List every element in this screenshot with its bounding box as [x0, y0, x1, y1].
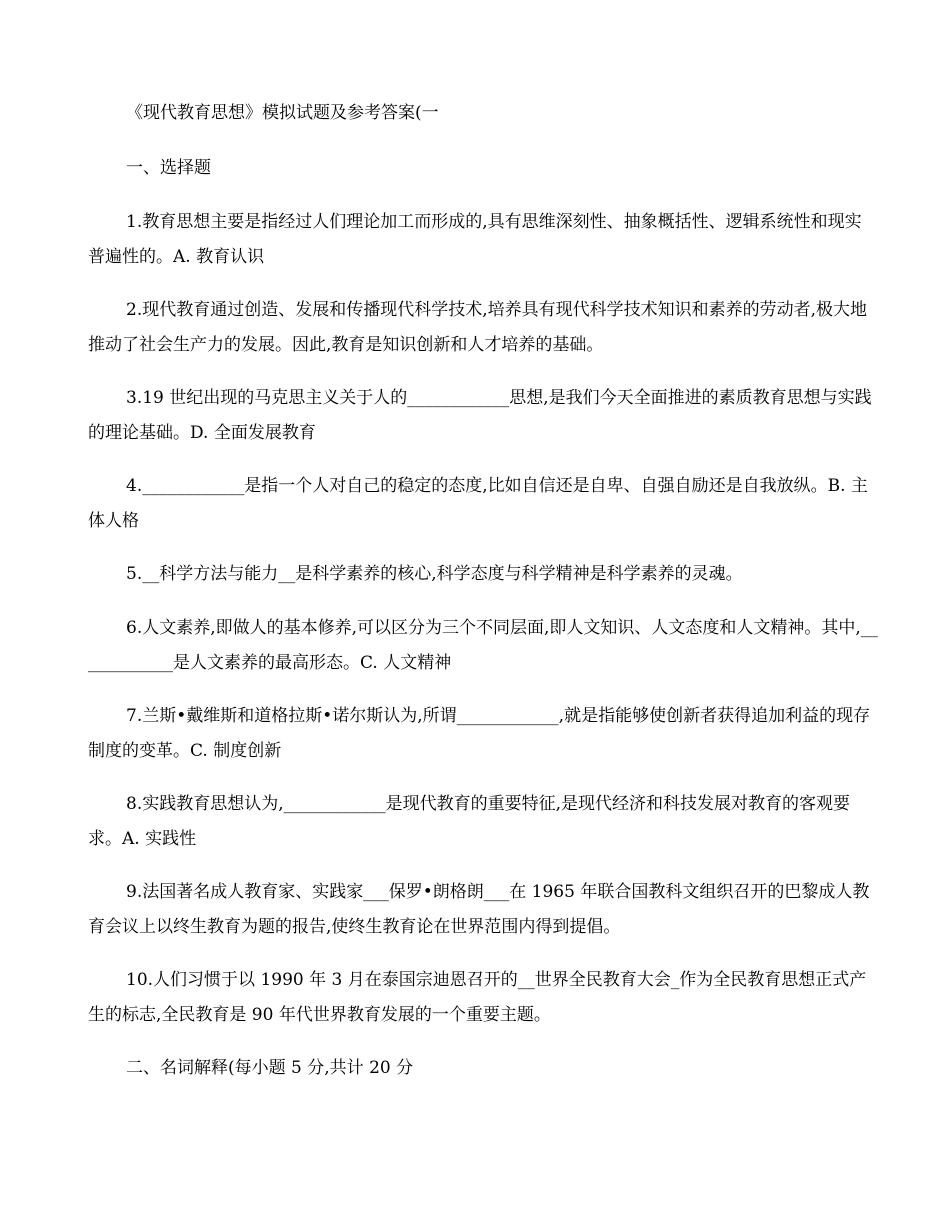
question-9: 9.法国著名成人教育家、实践家___保罗•朗格朗___在 1965 年联合国教科文组织召开的巴黎成人教育会议上以终生教育为题的报告,使终生教育论在世界范围内得到提倡。: [88, 882, 870, 937]
document-title: 《现代教育思想》模拟试题及参考答案(一: [126, 103, 439, 123]
question-10: 10.人们习惯于以 1990 年 3 月在泰国宗迪恩召开的__世界全民教育大会_作为全民教育思想正式产生的标志,全民教育是 90 年代世界教育发展的一个重要主题。: [88, 970, 867, 1025]
section-heading-terms: 二、名词解释(每小题 5 分,共计 20 分: [126, 1058, 414, 1078]
question-3: 3.19 世纪出现的马克思主义关于人的____________思想,是我们今天全面推进的素质教育思想与实践的理论基础。D. 全面发展教育: [88, 388, 872, 443]
question-2: 2.现代教育通过创造、发展和传播现代科学技术,培养具有现代科学技术知识和素养的劳动者,极大地推动了社会生产力的发展。因此,教育是知识创新和人才培养的基础。: [88, 300, 868, 355]
question-7: 7.兰斯•戴维斯和道格拉斯•诺尔斯认为,所谓____________,就是指能够使创新者获得追加利益的现存制度的变革。C. 制度创新: [88, 706, 871, 761]
section-heading-choice: 一、选择题: [126, 158, 211, 178]
question-1: 1.教育思想主要是指经过人们理论加工而形成的,具有思维深刻性、抽象概括性、逻辑系统性和现实普遍性的。A. 教育认识: [88, 212, 862, 267]
question-6: 6.人文素养,即做人的基本修养,可以区分为三个不同层面,即人文知识、人文态度和人文精神。其中,____________是人文素养的最高形态。C. 人文精神: [88, 618, 878, 673]
question-4: 4.____________是指一个人对自己的稳定的态度,比如自信还是自卑、自强自励还是自我放纵。B. 主体人格: [88, 476, 868, 531]
question-5: 5.__科学方法与能力__是科学素养的核心,科学态度与科学精神是科学素养的灵魂。: [126, 564, 743, 584]
question-8: 8.实践教育思想认为,____________是现代教育的重要特征,是现代经济和科技发展对教育的客观要求。A. 实践性: [88, 794, 851, 849]
